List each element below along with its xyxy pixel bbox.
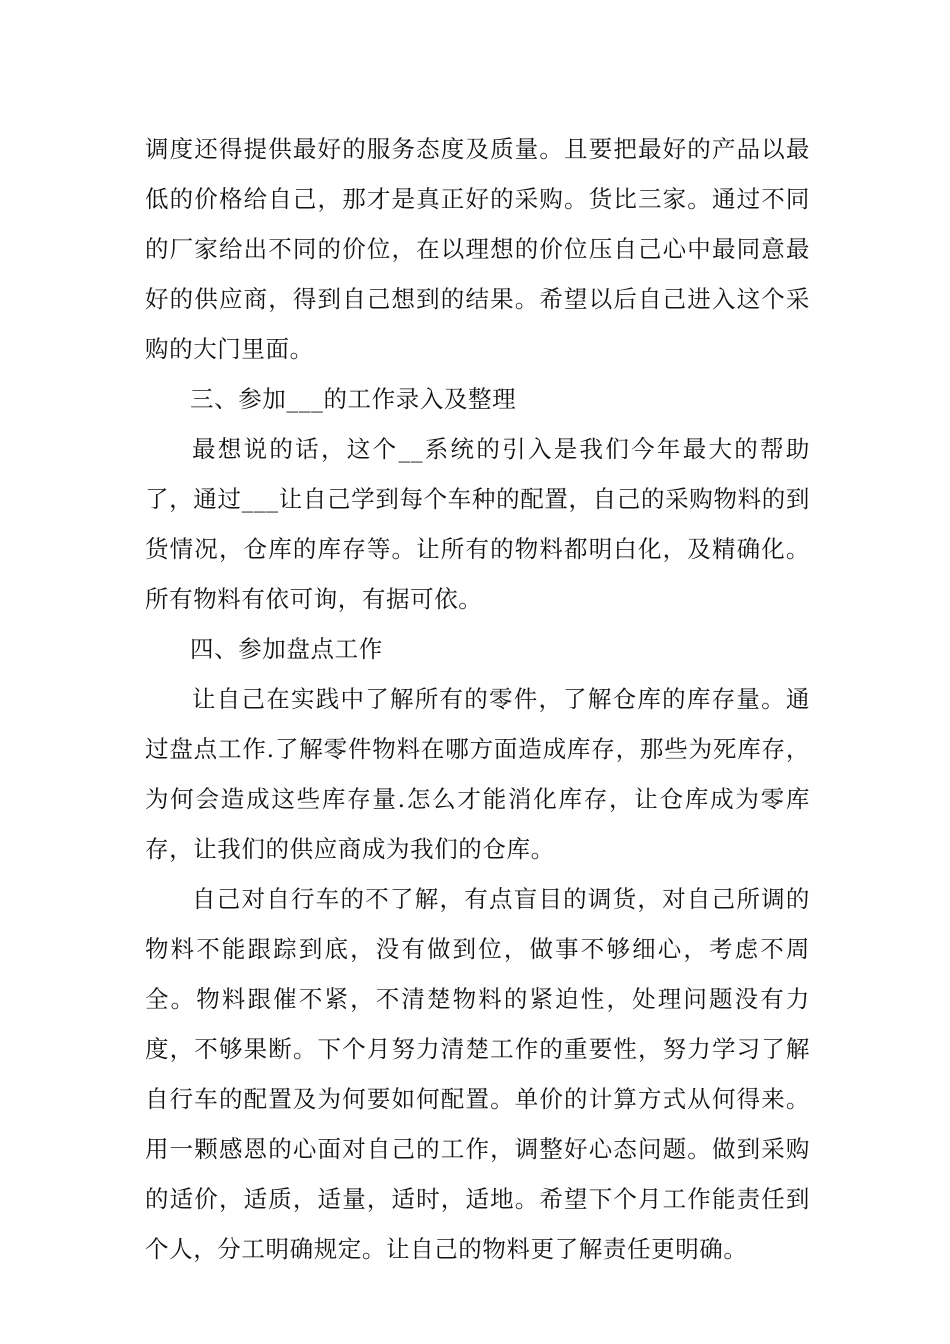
paragraph-system-intro: 最想说的话，这个__系统的引入是我们今年最大的帮助了，通过___让自己学到每个车种的配置，自己的采购物料的到货情况，仓库的库存等。让所有的物料都明白化，及精确化。所有物料有依可询，有据可依。	[145, 435, 810, 613]
paragraph-self-review: 自己对自行车的不了解，有点盲目的调货，对自己所调的物料不能跟踪到底，没有做到位，做事不够细心，考虑不周全。物料跟催不紧，不清楚物料的紧迫性，处理问题没有力度，不够果断。下个月努力清楚工作的重要性，努力学习了解自行车的配置及为何要如何配置。单价的计算方式从何得来。用一颗感恩的心面对自己的工作，调整好心态问题。做到采购的适价，适质，适量，适时，适地。希望下个月工作能责任到个人，分工明确规定。让自己的物料更了解责任更明确。	[145, 885, 810, 1263]
document-page	[145, 124, 810, 1274]
paragraph-inventory: 让自己在实践中了解所有的零件，了解仓库的库存量。通过盘点工作.了解零件物料在哪方面造成库存，那些为死库存，为何会造成这些库存量.怎么才能消化库存，让仓库成为零库存，让我们的供应商成为我们的仓库。	[145, 685, 810, 863]
paragraph-purchasing-intro: 调度还得提供最好的服务态度及质量。且要把最好的产品以最低的价格给自己，那才是真正好的采购。货比三家。通过不同的厂家给出不同的价位，在以理想的价位压自己心中最同意最好的供应商，得到自己想到的结果。希望以后自己进入这个采购的大门里面。	[145, 135, 810, 363]
section-heading-inventory: 四、参加盘点工作	[190, 635, 383, 663]
section-heading-data-entry: 三、参加___的工作录入及整理	[190, 385, 517, 413]
